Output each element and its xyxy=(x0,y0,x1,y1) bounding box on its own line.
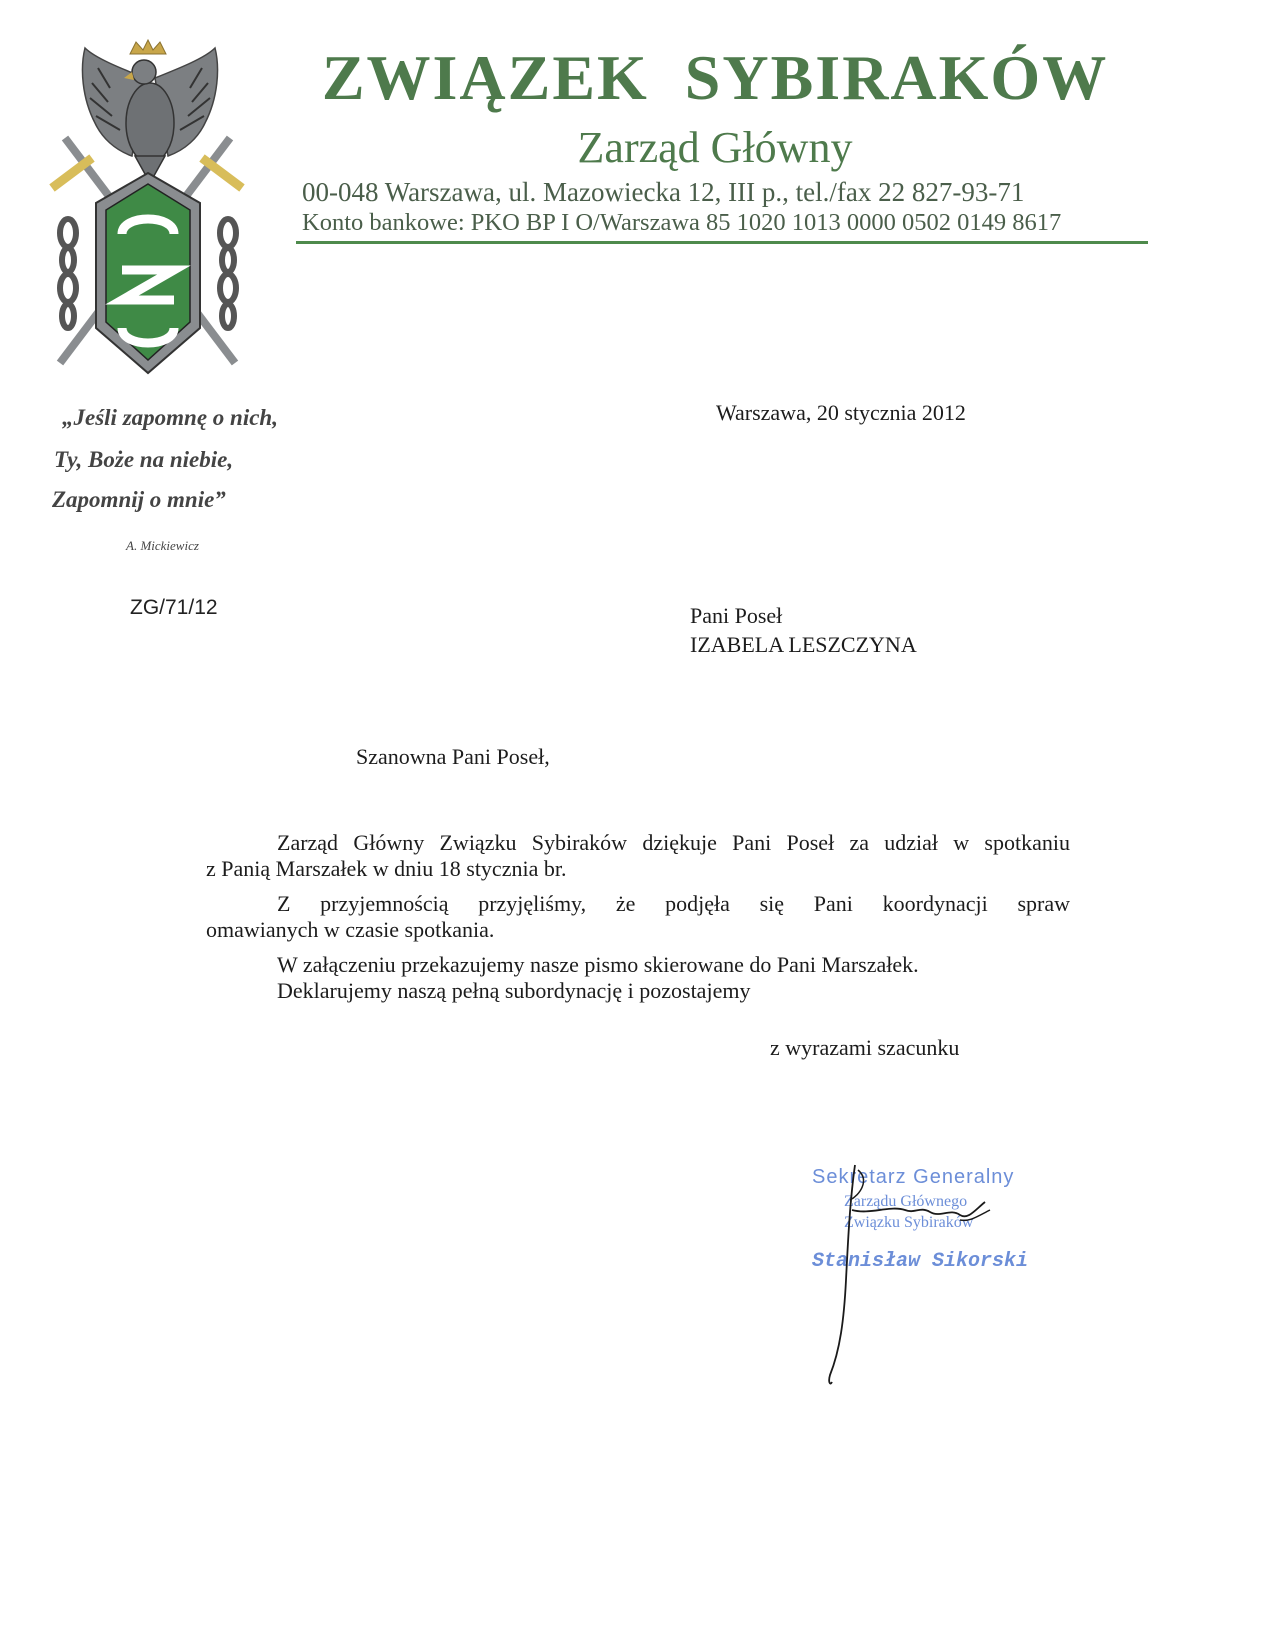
body-paragraph-2-line-1: Z przyjemnością przyjęliśmy, że podjęła się Pani koordynacji spraw xyxy=(277,891,1070,916)
motto-line-1: „Jeśli zapomnę o nich, xyxy=(62,405,278,430)
motto-line-2: Ty, Boże na niebie, xyxy=(54,447,234,472)
body-paragraph-1-line-2: z Panią Marszałek w dniu 18 stycznia br. xyxy=(206,856,567,881)
recipient-name: IZABELA LESZCZYNA xyxy=(690,632,917,657)
handwritten-signature xyxy=(800,1150,1030,1390)
body-paragraph-3: W załączeniu przekazujemy nasze pismo skierowane do Pani Marszałek. xyxy=(277,952,919,977)
closing: z wyrazami szacunku xyxy=(770,1035,960,1060)
letterhead-divider xyxy=(296,241,1148,244)
organization-address: 00-048 Warszawa, ul. Mazowiecka 12, III p., tel./fax 22 827-93-71 xyxy=(302,177,1025,207)
eagle-emblem-logo xyxy=(40,38,255,383)
bank-account: Konto bankowe: PKO BP I O/Warszawa 85 1020 1013 0000 0502 0149 8617 xyxy=(302,209,1062,236)
body-paragraph-1-line-1: Zarząd Główny Związku Sybiraków dziękuje Pani Poseł za udział w spotkaniu xyxy=(277,830,1070,855)
greeting: Szanowna Pani Poseł, xyxy=(356,744,550,769)
body-paragraph-4: Deklarujemy naszą pełną subordynację i pozostajemy xyxy=(277,978,751,1003)
reference-number: ZG/71/12 xyxy=(130,596,218,619)
motto-line-3: Zapomnij o mnie” xyxy=(52,487,226,512)
stamp-line-1: Zarządu Głównego xyxy=(844,1193,968,1210)
organization-name: ZWIĄZEK SYBIRAKÓW xyxy=(321,42,1109,113)
place-date: Warszawa, 20 stycznia 2012 xyxy=(716,400,966,425)
stamp-title: Sekretarz Generalny xyxy=(812,1166,1015,1188)
organization-subtitle: Zarząd Główny xyxy=(577,123,853,172)
stamp-line-2: Związku Sybiraków xyxy=(844,1214,974,1231)
body-paragraph-2-line-2: omawianych w czasie spotkania. xyxy=(206,917,495,942)
stamp-name: Stanisław Sikorski xyxy=(812,1250,1029,1273)
motto-author: A. Mickiewicz xyxy=(126,538,199,553)
recipient-title: Pani Poseł xyxy=(690,603,783,628)
